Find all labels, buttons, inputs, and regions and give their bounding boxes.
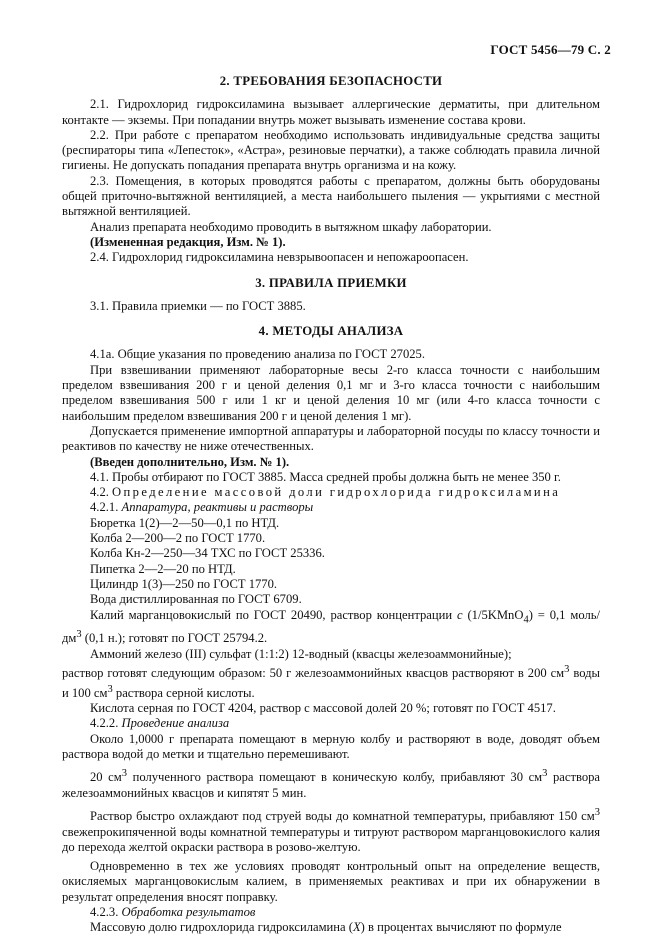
paragraph-ferric-preparation: раствор готовят следующим образом: 50 г железоаммонийных квасцов растворяют в 200 $см^3$ воды и 100 $см^3$ раствора серной кислоты. [62,664,600,700]
paragraph-ferric-alum: Аммоний железо (III) сульфат (1:1:2) 12-водный (квасцы железоаммонийные); [90,646,512,661]
clause-number: 4.2.2. [90,716,119,731]
section-2-title: 2. ТРЕБОВАНИЯ БЕЗОПАСНОСТИ [219,74,443,88]
equipment-item: Вода дистиллированная по ГОСТ 6709. [90,592,302,607]
clause-title: Определение массовой доли гидрохлорида гидроксиламина [112,485,561,500]
clause-title: Аппаратура, реактивы и растворы [121,500,314,515]
equipment-item: Пипетка 2—2—20 по НТД. [90,561,236,576]
paragraph-4-1: 4.1. Пробы отбирают по ГОСТ 3885. Масса средней пробы должна быть не менее 350 г. [90,469,561,484]
paragraph-4-2 [62,485,600,500]
introduction-note: (Введен дополнительно, Изм. № 1). [90,454,290,469]
section-3-title: 3. ПРАВИЛА ПРИЕМКИ [255,275,407,290]
paragraph-2-2: 2.2. При работе с препаратом необходимо использовать индивидуальные средства защиты (респираторы типа «Лепесток», «Астра», резиновые перчатки), а также соблюдать правила личной гигиены. Не допускать попадания препарата внутрь организма и на кожу. [62,127,600,173]
paragraph-3-1: 3.1. Правила приемки — по ГОСТ 3885. [90,298,306,313]
paragraph-4-2-1 [62,500,600,515]
equipment-item: Колба Кн-2—250—34 ТХС по ГОСТ 25336. [90,546,325,561]
paragraph-2-3: 2.3. Помещения, в которых проводятся работы с препаратом, должны быть оборудованы общей приточно-вытяжной вентиляцией, а места наибольшего пыления — укрытиями с местной вытяжной вентиляцией. [62,173,600,219]
equipment-item: Бюретка 1(2)—2—50—0,1 по НТД. [90,515,280,530]
paragraph-4-1a: 4.1а. Общие указания по проведению анализа по ГОСТ 27025. [90,347,425,362]
paragraph-2-1: 2.1. Гидрохлорид гидроксиламина вызывает аллергические дерматиты, при длительном контакте — экземы. При попадании внутрь может вызывать изменение состава крови. [62,97,600,127]
equipment-item: Колба 2—200—2 по ГОСТ 1770. [90,531,266,546]
paragraph-permanganate: Калий марганцовокислый по ГОСТ 20490, раствор концентрации с (1/5KMnO$_4$) = 0,1 моль/$дм^3$ (0,1 н.); готовят по ГОСТ 25794.2. [62,607,600,646]
clause-title: Проведение анализа [121,716,230,731]
paragraph-formula-intro: Массовую долю гидрохлорида гидроксиламина (X) в процентах вычисляют по формуле [90,920,562,935]
paragraph-2-4: 2.4. Гидрохлорид гидроксиламина невзрывоопасен и непожароопасен. [90,250,469,265]
document-body [62,74,600,936]
clause-number: 4.2.1. [90,500,119,515]
paragraph-4-2-2 [62,716,600,731]
procedure-step-3: Раствор быстро охлаждают под струей воды до комнатной температуры, прибавляют 150 $см^3$ свежепрокипяченной воды комнатной температуры и титруют раствором марганцовокислого калия до перехода желтой окраски раствора в розово-желтую. [62,807,600,854]
clause-number: 4.2. [90,485,109,500]
paragraph-fume-hood: Анализ препарата необходимо проводить в вытяжном шкафу лаборатории. [90,219,492,234]
procedure-step-2: 20 $см^3$ полученного раствора помещают в коническую колбу, прибавляют 30 $см^3$ раствора железоаммонийных квасцов и кипятят 5 мин. [62,768,601,800]
amendment-note: (Измененная редакция, Изм. № 1). [90,234,286,249]
procedure-step-1: Около 1,0000 г препарата помещают в мерную колбу и растворяют в воде, доводят объем раствора водой до метки и тщательно перемешивают. [62,731,600,761]
equipment-item: Цилиндр 1(3)—250 по ГОСТ 1770. [90,576,278,591]
paragraph-sulfuric-acid: Кислота серная по ГОСТ 4204, раствор с массовой долей 20 %; готовят по ГОСТ 4517. [90,701,556,716]
clause-title: Обработка результатов [121,905,256,919]
clause-number: 4.2.3. [90,905,119,919]
page-header: ГОСТ 5456—79 С. 2 [490,42,611,57]
paragraph-4-2-3 [62,905,600,920]
paragraph-weighing: При взвешивании применяют лабораторные весы 2-го класса точности с наибольшим пределом взвешивания 200 г и ценой деления 0,1 мг и 3-го класса точности с наибольшим пределом взвешивания 500 г или 1 кг и ценой деления 10 мг (или 4-го класса точности с наибольшим пределом взвешивания 200 г и ценой деления 1 мг). [62,362,600,423]
procedure-step-4: Одновременно в тех же условиях проводят контрольный опыт на определение веществ, окисляемых марганцовокислым калием, в применяемых реактивах и при их обнаружении в результат определения вносят поправку. [62,859,600,904]
paragraph-import-equipment: Допускается применение импортной аппаратуры и лабораторной посуды по классу точности и реактивов по качеству не ниже отечественных. [62,423,600,454]
section-4-title: 4. МЕТОДЫ АНАЛИЗА [258,324,404,339]
